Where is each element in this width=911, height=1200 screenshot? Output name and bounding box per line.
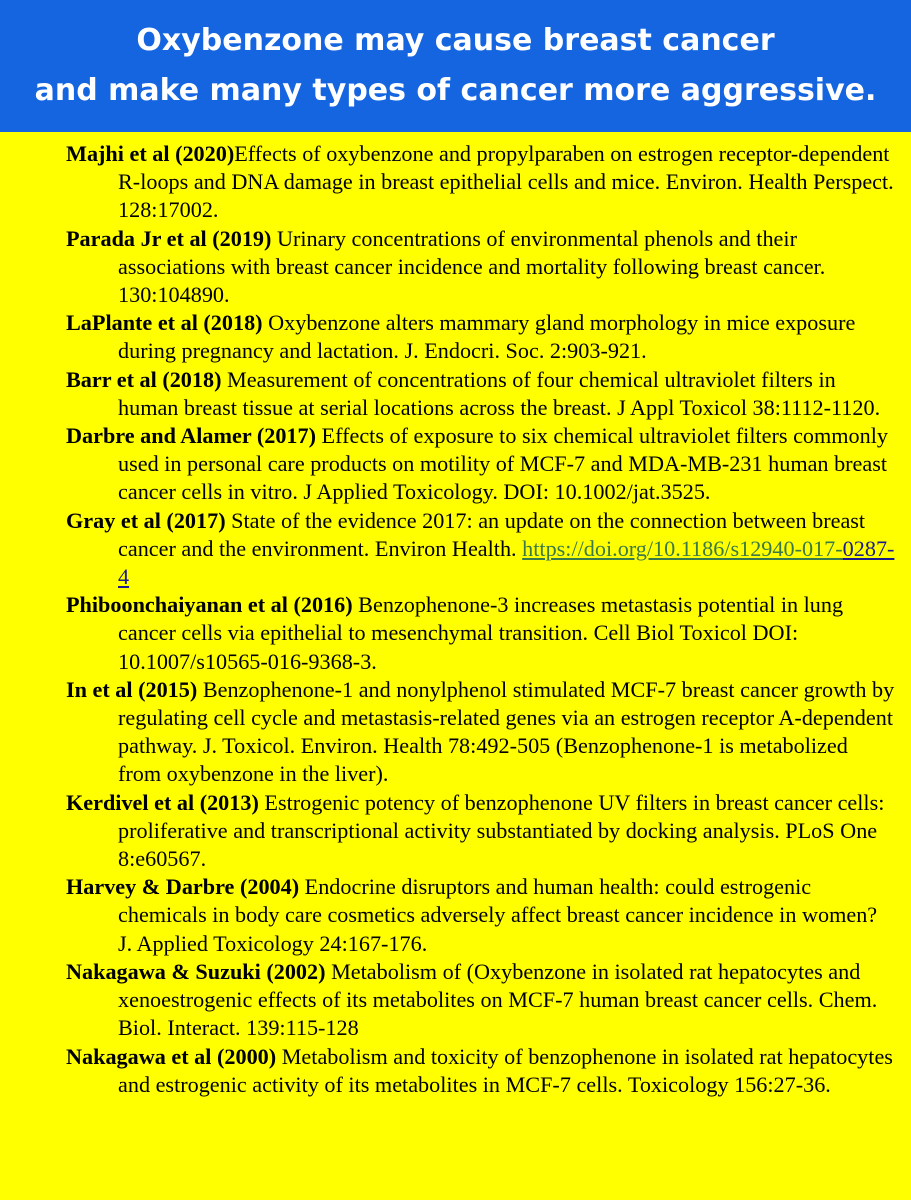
reference-item [66,225,896,310]
reference-text: Estrogenic potency of benzophenone UV filters in breast cancer cells: proliferative and transcriptional activity substantiated by docking analysis. PLoS One 8:e60567. [118,789,885,872]
reference-item [66,422,896,507]
reference-authors: Kerdivel et al (2013) [66,789,259,815]
reference-authors: Phiboonchaiyanan et al (2016) [66,592,353,618]
reference-item [66,676,896,789]
title-banner [0,0,911,132]
reference-authors: Nakagawa & Suzuki (2002) [66,958,326,984]
reference-item [66,789,896,874]
reference-text: State of the evidence 2017: an update on the connection between breast cancer and the environment. Environ Health. [118,507,866,561]
reference-item [66,958,896,1043]
reference-authors: LaPlante et al (2018) [66,310,263,336]
reference-authors: Barr et al (2018) [66,366,222,392]
reference-authors: In et al (2015) [66,676,198,702]
reference-text: Effects of oxybenzone and propylparaben on estrogen receptor-dependent R-loops and DNA damage in breast epithelial cells and mice. Environ. Health Perspect. 128:17002. [118,141,894,223]
reference-item [66,366,896,422]
reference-item [66,309,896,365]
doi-link[interactable]: https://doi.org/10.1186/s12940-017- [522,535,843,561]
reference-authors: Nakagawa et al (2000) [66,1043,277,1069]
reference-authors: Darbre and Alamer (2017) [66,423,316,449]
title-line-2: and make many types of cancer more aggressive. [34,73,877,108]
reference-list [66,140,896,1099]
reference-authors: Majhi et al (2020) [66,141,235,166]
reference-text: Oxybenzone alters mammary gland morphology in mice exposure during pregnancy and lactation. J. Endocri. Soc. 2:903-921. [118,310,856,364]
reference-item [66,873,896,958]
reference-text: Metabolism and toxicity of benzophenone in isolated rat hepatocytes and estrogenic activity of its metabolites in MCF-7 cells. Toxicology 156:27-36. [118,1043,893,1097]
reference-authors: Parada Jr et al (2019) [66,225,272,251]
reference-text: Measurement of concentrations of four chemical ultraviolet filters in human breast tissue at serial locations across the breast. J Appl Toxicol 38:1112-1120. [118,366,881,420]
reference-text: Metabolism of (Oxybenzone in isolated rat hepatocytes and xenoestrogenic effects of its metabolites on MCF-7 human breast cancer cells. Chem. Biol. Interact. 139:115-128 [118,958,878,1041]
reference-text: Benzophenone-1 and nonylphenol stimulated MCF-7 breast cancer growth by regulating cell cycle and metastasis-related genes via an estrogen receptor A-dependent pathway. J. Toxicol. Environ. Health 78:492-505 (Benzophenone-1 is metabolized from oxybenzone in the liver). [118,676,895,787]
reference-authors: Harvey & Darbre (2004) [66,874,300,900]
reference-authors: Gray et al (2017) [66,507,226,533]
reference-item [66,140,896,225]
reference-item [66,591,896,676]
reference-text: Benzophenone-3 increases metastasis potential in lung cancer cells via epithelial to mesenchymal transition. Cell Biol Toxicol DOI: 10.1007/s10565-016-9368-3. [118,592,844,674]
reference-item [66,507,896,592]
reference-text: Effects of exposure to six chemical ultraviolet filters commonly used in personal care products on motility of MCF-7 and MDA-MB-231 human breast cancer cells in vitro. J Applied Toxicology. DOI: 10.1002/jat.3525. [118,423,888,505]
reference-text: Endocrine disruptors and human health: could estrogenic chemicals in body care cosmetics adversely affect breast cancer incidence in women? J. Applied Toxicology 24:167-176. [118,874,878,956]
reference-item [66,1043,896,1099]
title-line-1: Oxybenzone may cause breast cancer [136,23,775,58]
doi-link-suffix[interactable]: 0287-4 [118,535,895,590]
reference-text: Urinary concentrations of environmental phenols and their associations with breast cancer incidence and mortality following breast cancer. 130:104890. [118,225,826,308]
